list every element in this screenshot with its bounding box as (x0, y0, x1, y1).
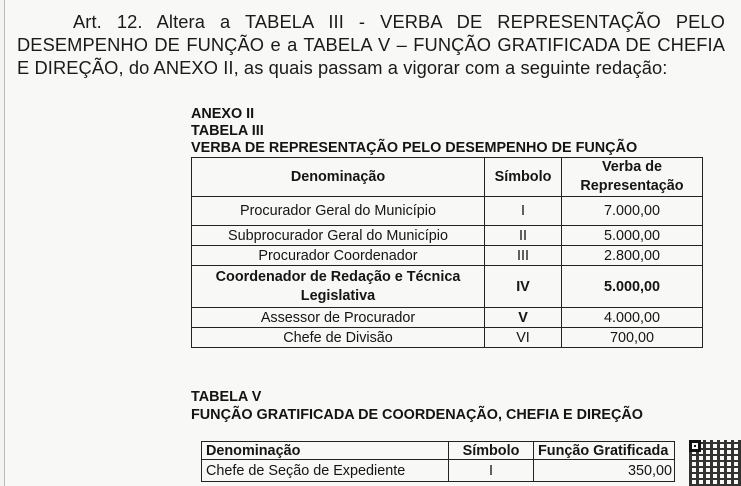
table5 (201, 441, 675, 482)
table-row (202, 460, 675, 482)
table5-cell-simbolo: I (449, 460, 534, 482)
table-row (192, 308, 703, 328)
table3-cell-valor: 2.800,00 (562, 246, 703, 266)
table3-cell-simbolo: IV (485, 266, 562, 308)
table3 (191, 157, 703, 348)
table-row (192, 328, 703, 348)
table5-header-simbolo: Símbolo (449, 442, 534, 460)
table5-header-funcao: Função Gratificada (534, 442, 675, 460)
table3-cell-valor: 5.000,00 (562, 226, 703, 246)
table3-header-simbolo: Símbolo (485, 158, 562, 197)
table5-subtitle: FUNÇÃO GRATIFICADA DE COORDENAÇÃO, CHEFIA E DIREÇÃO (191, 407, 643, 423)
table3-cell-denominacao: Coordenador de Redação e Técnica Legislativa (192, 266, 485, 308)
document-page (4, 0, 741, 486)
table-row (192, 226, 703, 246)
table3-cell-simbolo: V (485, 308, 562, 328)
table3-cell-simbolo: I (485, 197, 562, 226)
table3-cell-simbolo: II (485, 226, 562, 246)
table3-header-denominacao: Denominação (192, 158, 485, 197)
table-row (192, 197, 703, 226)
table3-subtitle: VERBA DE REPRESENTAÇÃO PELO DESEMPENHO DE FUNÇÃO (191, 140, 638, 156)
table5-title: TABELA V (191, 389, 262, 405)
qr-finder-icon (689, 440, 701, 452)
table3-cell-valor: 700,00 (562, 328, 703, 348)
article-12-paragraph: Art. 12. Altera a TABELA III - VERBA DE REPRESENTAÇÃO PELO DESEMPENHO DE FUNÇÃO e a TABELA V – FUNÇÃO GRATIFICADA DE CHEFIA E DIREÇÃO, do ANEXO II, as quais passam a vigorar com a seguinte redação: (17, 11, 725, 78)
table3-cell-denominacao: Procurador Geral do Município (192, 197, 485, 226)
table3-cell-denominacao: Subprocurador Geral do Município (192, 226, 485, 246)
table3-cell-valor: 4.000,00 (562, 308, 703, 328)
table3-cell-valor: 5.000,00 (562, 266, 703, 308)
table3-title: TABELA III (191, 123, 264, 139)
table3-cell-simbolo: VI (485, 328, 562, 348)
table-row (192, 266, 703, 308)
table3-cell-denominacao: Chefe de Divisão (192, 328, 485, 348)
table3-header-row (192, 158, 703, 197)
table3-cell-simbolo: III (485, 246, 562, 266)
table5-cell-denominacao: Chefe de Seção de Expediente (202, 460, 449, 482)
table-row (192, 246, 703, 266)
table5-header-row (202, 442, 675, 460)
table3-cell-denominacao: Procurador Coordenador (192, 246, 485, 266)
anexo-title: ANEXO II (191, 106, 255, 122)
table5-header-denominacao: Denominação (202, 442, 449, 460)
table5-cell-valor: 350,00 (534, 460, 675, 482)
table3-cell-valor: 7.000,00 (562, 197, 703, 226)
table3-header-verba: Verba de Representação (562, 158, 703, 197)
table3-cell-denominacao: Assessor de Procurador (192, 308, 485, 328)
